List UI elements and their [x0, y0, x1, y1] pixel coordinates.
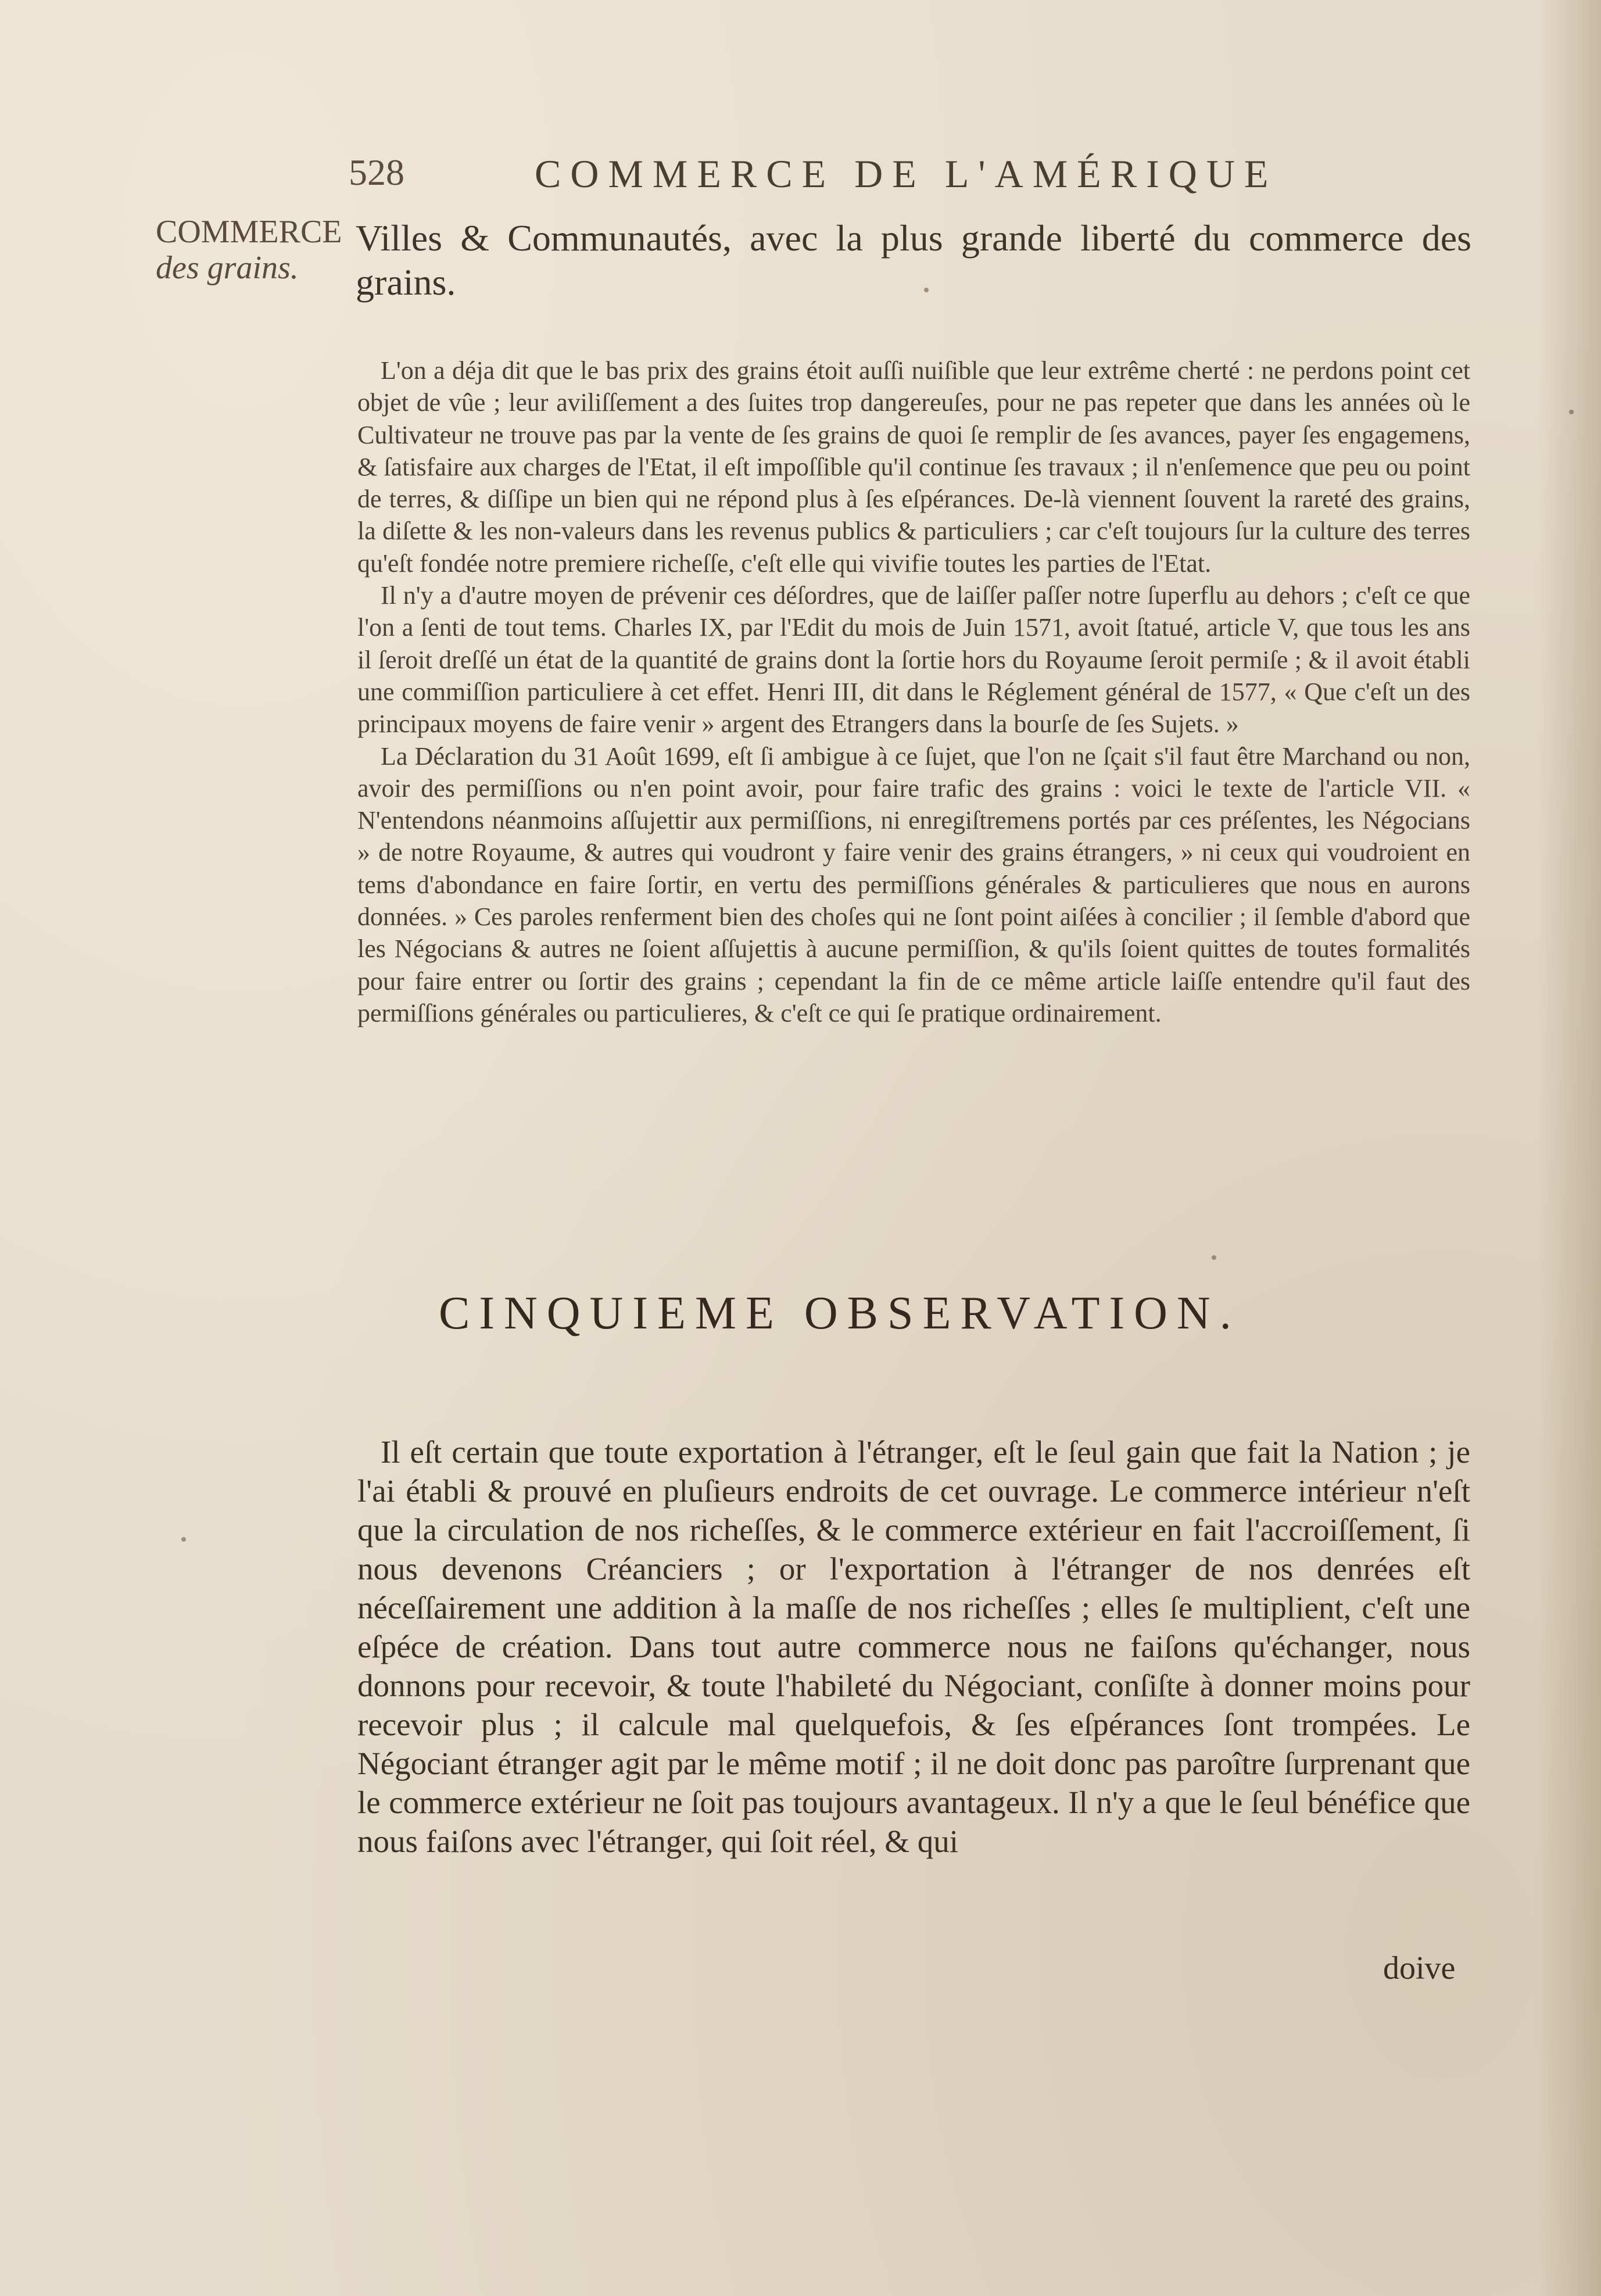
margin-note — [156, 214, 342, 286]
small-type-section — [357, 354, 1470, 1029]
ink-speck — [1569, 410, 1574, 414]
margin-note-line2: des grains. — [156, 250, 299, 286]
section-heading: CINQUIEME OBSERVATION. — [439, 1288, 1241, 1339]
ink-speck — [924, 288, 929, 292]
catchword: doive — [1383, 1950, 1456, 1986]
margin-note-line1: COMMERCE — [156, 214, 342, 250]
large-type-section — [357, 1432, 1470, 1861]
running-title: COMMERCE DE L'AMÉRIQUE — [535, 152, 1278, 196]
ink-speck — [1212, 1255, 1216, 1260]
paragraph: La Déclaration du 31 Août 1699, eſt ſi ambigue à ce ſujet, que l'on ne ſçait s'il faut être Marchand ou non, avoir des permiſſions ou n'en point avoir, pour faire trafic des grains : voici le texte de l'article VII. « N'entendons néanmoins aſſujettir aux permiſſions, ni enregiſtremens portés par ces préſentes, les Négocians » de notre Royaume, & autres qui voudront y faire venir des grains étrangers, » ni ceux qui voudroient en tems d'abondance en faire ſortir, en vertu des permiſſions générales & particulieres que nous en aurons données. » Ces paroles renferment bien des choſes qui ne ſont point aiſées à concilier ; il ſemble d'abord que les Négocians & autres ne ſoient aſſujettis à aucune permiſſion, & qu'ils ſoient quittes de toutes formalités pour faire entrer ou ſortir des grains ; cependant la fin de ce même article laiſſe entendre qu'il faut des permiſſions générales ou particulieres, & c'eſt ce qui ſe pratique ordinairement. — [357, 742, 1470, 1027]
ink-speck — [181, 1537, 186, 1542]
paragraph: Il eſt certain que toute exportation à l'étranger, eſt le ſeul gain que fait la Nation ; je l'ai établi & prouvé en pluſieurs endroits de cet ouvrage. Le commerce intérieur n'eſt que la circulation de nos richeſſes, & le commerce extérieur en fait l'accroiſſement, ſi nous devenons Créanciers ; or l'exportation à l'étranger de nos denrées eſt néceſſairement une addition à la maſſe de nos richeſſes ; elles ſe multiplient, c'eſt une eſpéce de création. Dans tout autre commerce nous ne faiſons qu'échanger, nous donnons pour recevoir, & toute l'habileté du Négociant, conſiſte à donner moins pour recevoir plus ; il calcule mal quelquefois, & ſes eſpérances ſont trompées. Le Négociant étranger agit par le même motif ; il ne doit donc pas paroître ſurprenant que le commerce extérieur ne ſoit pas toujours avantageux. Il n'y a que le ſeul bénéfice que nous faiſons avec l'étranger, qui ſoit réel, & qui — [357, 1434, 1470, 1859]
paragraph: Il n'y a d'autre moyen de prévenir ces déſordres, que de laiſſer paſſer notre ſuperflu au dehors ; c'eſt ce que l'on a ſenti de tout tems. Charles IX, par l'Edit du mois de Juin 1571, avoit ſtatué, article V, que tous les ans il ſeroit dreſſé un état de la quantité de grains dont la ſortie hors du Royaume ſeroit permiſe ; & il avoit établi une commiſſion particuliere à cet effet. Henri III, dit dans le Réglement général de 1577, « Que c'eſt un des principaux moyens de faire venir » argent des Etrangers dans la bourſe de ſes Sujets. » — [357, 581, 1470, 739]
page-number: 528 — [349, 152, 404, 193]
carry-over-paragraph: Villes & Communautés, avec la plus grande liberté du commerce des grains. — [356, 217, 1471, 303]
paragraph: L'on a déja dit que le bas prix des grains étoit auſſi nuiſible que leur extrême cherté : ne perdons point cet objet de vûe ; leur aviliſſement a des ſuites trop dangereuſes, pour ne pas repeter que dans les années où le Cultivateur ne trouve pas par la vente de ſes grains de quoi ſe remplir de ſes avances, payer ſes engagemens, & ſatisfaire aux charges de l'Etat, il eſt impoſſible qu'il continue ſes travaux ; il n'enſemence que peu ou point de terres, & diſſipe un bien qui ne répond plus à ſes eſpérances. De-là viennent ſouvent la rareté des grains, la diſette & les non-valeurs dans les revenus publics & particuliers ; car c'eſt toujours ſur la culture des terres qu'eſt fondée notre premiere richeſſe, c'eſt elle qui vivifie toutes les parties de l'Etat. — [357, 356, 1470, 578]
